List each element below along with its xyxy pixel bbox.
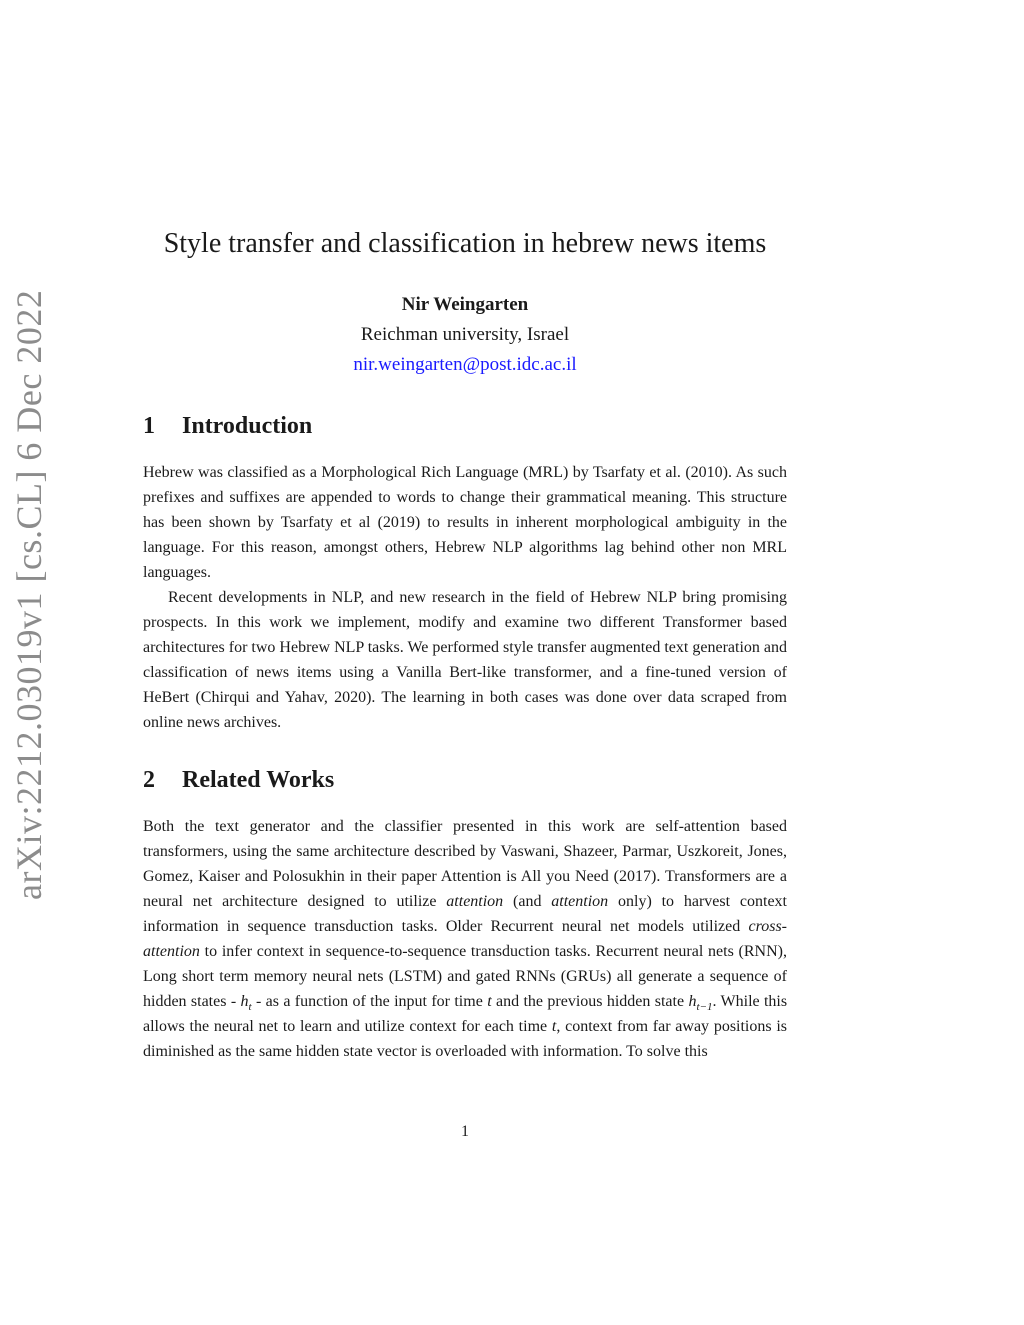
text-run: Both the text generator and the classifier presented in this work are self-attention based transformers, using the same architecture described by Vaswani, Shazeer, Parmar, Uszkoreit, Jones, Gomez, Kaiser and Polosukhin in their paper Attention is All you Need (2017). Transformers are a neural net architecture designed to utilize [143, 818, 787, 910]
text-run: , context from far away positions is diminished as the same hidden state vector is overloaded with information. To solve this [143, 1018, 788, 1060]
paper-title: Style transfer and classification in hebrew news items [163, 228, 767, 259]
related-works-body [143, 814, 787, 1064]
section-heading-introduction [143, 413, 312, 440]
page-number: 1 [461, 1123, 469, 1140]
math-variable: t [551, 1018, 557, 1035]
math-subscript: t−1 [696, 1001, 713, 1014]
text-run: (and [513, 893, 542, 910]
paragraph: Hebrew was classified as a Morphological Rich Language (MRL) by Tsarfaty et al. (2010). As such prefixes and suffixes are appended to words to change their grammatical meaning. This structure has been shown by Tsarfaty et al (2019) to results in inherent morphological ambiguity in the language. For this reason, amongst others, Hebrew NLP algorithms lag behind other non MRL languages. [143, 464, 787, 581]
math-variable: h [240, 993, 249, 1010]
paragraph [143, 814, 787, 1064]
author-email-link[interactable]: nir.weingarten@post.idc.ac.il [353, 354, 577, 375]
section-title: Related Works [182, 767, 335, 793]
author-affiliation: Reichman university, Israel [360, 324, 570, 345]
emphasis: attention [551, 893, 609, 910]
introduction-body [143, 460, 787, 735]
section-number: 1 [143, 413, 155, 439]
section-title: Introduction [182, 413, 313, 439]
paragraph: Recent developments in NLP, and new research in the field of Hebrew NLP bring promising prospects. In this work we implement, modify and examine two different Transformer based architectures for two Hebrew NLP tasks. We performed style transfer augmented text generation and classification of news items using a Vanilla Bert-like transformer, and a fine-tuned version of HeBert (Chirqui and Yahav, 2020). The learning in both cases was done over data scraped from online news archives. [143, 589, 787, 731]
text-run: to infer context in sequence-to-sequence transduction tasks. Recurrent neural nets (RNN), Long short term memory neural nets (LSTM) and gated RNNs (GRUs) all generate a sequence of hidden states - [143, 943, 787, 1010]
math-variable: t [487, 993, 492, 1010]
emphasis: cross-attention [143, 918, 787, 960]
arxiv-identifier-stamp: arXiv:2212.03019v1 [cs.CL] 6 Dec 2022 [9, 289, 49, 900]
section-heading-related-works [143, 767, 334, 794]
math-variable: h [688, 993, 697, 1010]
text-run: - as a function of the input for time [255, 993, 483, 1010]
text-run: only) to harvest context information in sequence transduction tasks. Older Recurrent neural net models utilized [143, 893, 787, 935]
author-block [143, 290, 787, 380]
text-run: and the previous hidden state [496, 993, 685, 1010]
text-run: . While this allows the neural net to learn and utilize context for each time [143, 993, 788, 1035]
emphasis: attention [446, 893, 504, 910]
author-name: Nir Weingarten [401, 294, 529, 315]
math-subscript: t [248, 1001, 252, 1014]
section-number: 2 [143, 767, 155, 793]
